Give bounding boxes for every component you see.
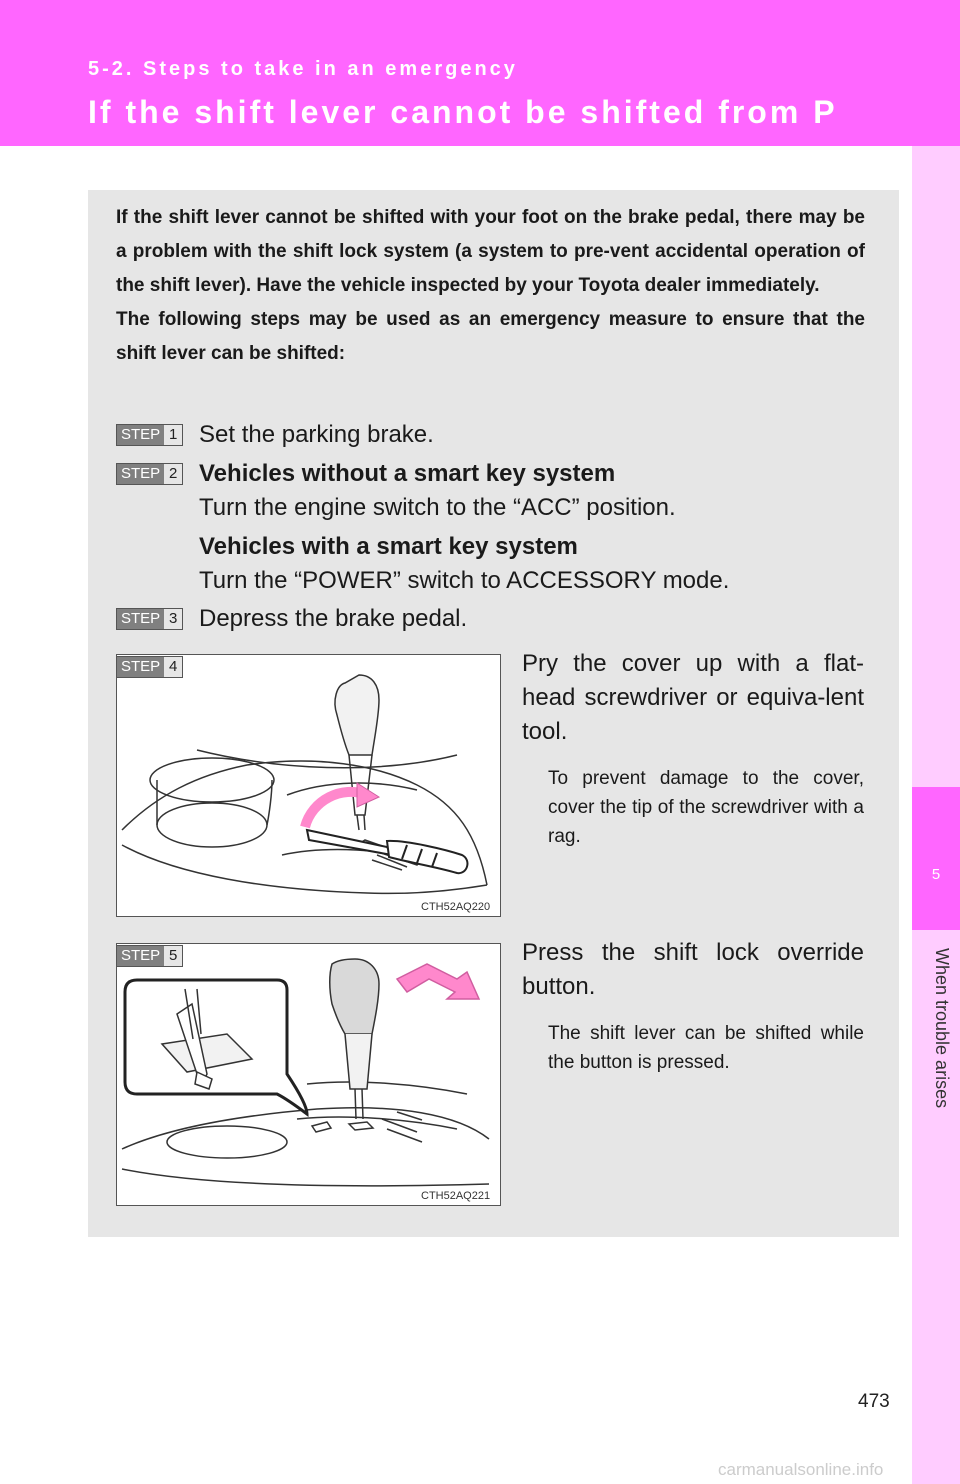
step-2-heading-a: Vehicles without a smart key system — [199, 460, 616, 487]
step-2-heading-b: Vehicles with a smart key system — [199, 533, 578, 560]
step-2-text-b: Turn the “POWER” switch to ACCESSORY mode. — [199, 567, 730, 594]
step-badge-1 — [116, 424, 183, 446]
shift-lock-override-illustration — [117, 944, 500, 1205]
step-4-text: Pry the cover up with a flat-head screwdriver or equiva-lent tool. — [522, 650, 864, 745]
step-5-note: The shift lever can be shifted while the button is pressed. — [548, 1023, 864, 1073]
step-badge-label: STEP — [117, 464, 164, 484]
step-4-figure — [116, 654, 501, 917]
step-badge-3 — [116, 608, 183, 630]
intro-paragraph-1: If the shift lever cannot be shifted with your foot on the brake pedal, there may be a problem with the shift lock system (a system to pre-vent accidental operation of the shift lever). Have the vehicle inspected by your Toyota dealer immediately. — [116, 207, 865, 296]
step-badge-label: STEP — [117, 609, 164, 629]
chapter-tab[interactable] — [912, 787, 960, 930]
step-badge-number: 1 — [169, 426, 178, 443]
intro-paragraph-2: The following steps may be used as an emergency measure to ensure that the shift lever can be shifted: — [116, 309, 865, 364]
figure-code: CTH52AQ220 — [421, 901, 491, 913]
page-title: If the shift lever cannot be shifted from P — [88, 94, 838, 130]
step-badge-5 — [116, 945, 183, 967]
chapter-number: 5 — [931, 866, 941, 883]
intro-text — [116, 201, 865, 371]
page-number: 473 — [858, 1391, 890, 1412]
step-badge-number: 2 — [169, 465, 178, 482]
step-1-text: Set the parking brake. — [199, 421, 434, 448]
step-5-text: Press the shift lock override button. — [522, 939, 864, 1000]
page-header — [0, 0, 960, 146]
step-badge-4 — [116, 656, 183, 678]
step-2-text-a: Turn the engine switch to the “ACC” position. — [199, 494, 676, 521]
step-badge-label: STEP — [117, 657, 164, 677]
step-5-figure — [116, 943, 501, 1206]
step-badge-number: 5 — [169, 947, 178, 964]
section-heading: 5-2. Steps to take in an emergency — [88, 58, 518, 80]
step-3-text: Depress the brake pedal. — [199, 605, 468, 632]
step-4-note: To prevent damage to the cover, cover the tip of the screwdriver with a rag. — [548, 768, 864, 847]
step-badge-label: STEP — [117, 425, 164, 445]
shift-lever-pry-illustration — [117, 655, 500, 916]
shift-direction-arrow — [397, 964, 479, 999]
step-badge-label: STEP — [117, 946, 164, 966]
step-badge-2 — [116, 463, 183, 485]
step-badge-number: 4 — [169, 658, 178, 675]
chapter-title: When trouble arises — [932, 948, 952, 1109]
watermark: carmanualsonline.info — [718, 1460, 884, 1479]
figure-code: CTH52AQ221 — [421, 1190, 491, 1202]
step-badge-number: 3 — [169, 610, 178, 627]
